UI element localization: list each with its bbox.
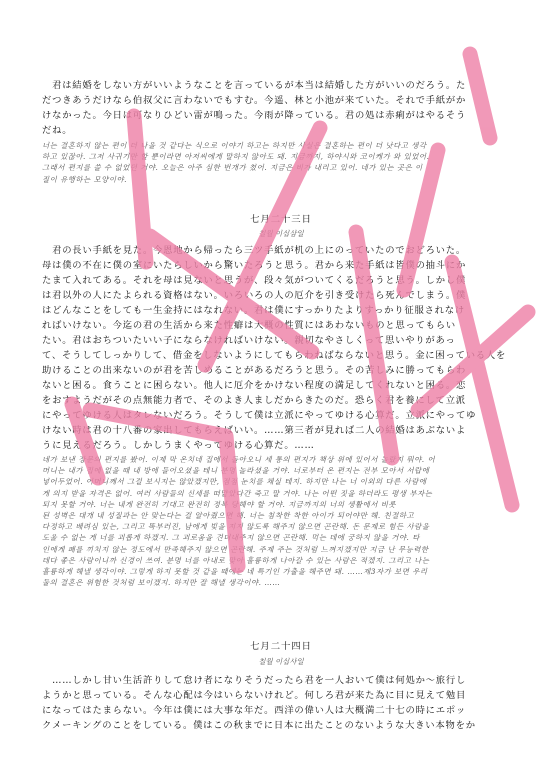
translation-line: 되지 못할 거야. 너는 내게 완전히 기대고 완전히 정복 당해야 할 거야. 지금까지의 너의 생활에서 비롯 (42, 499, 397, 509)
text-line: ればいけない。今迄の君の生活から来た性癖は大概の性質にはあわないものと思ってもらい (42, 320, 456, 331)
translation-line: 머니는 내가 집에 없을 때 내 방에 들어오셨을 테니 분명 놀라셨을 거야. 너로부터 온 편지는 전부 모아서 서랍에 (42, 466, 430, 476)
text-line: けなかった。今日は可なりひどい雷が鳴った。今雨が降っている。君の処は赤痢がはやるそう (42, 110, 467, 121)
text-line: 君の長い手紙を見た。今恩地から帰ったら三ツ手紙が机の上にのっていたのでおどろいた。 (42, 245, 466, 256)
text-line: 母は僕の不在に僕の室にいたらしいから驚いたろうと思う。君から来た手紙は皆僕の抽斗にか (42, 260, 467, 271)
text-line: ……しかし甘い生活許りして怠け者になりそうだったら君を一人おいて僕は何処か～旅行し (42, 675, 467, 686)
translation-line: 질이 유행하는 모양이야. (42, 174, 127, 184)
text-line: たまて入れてある。それを母は見ないと思うが、段々気がついてくるだろうと思う。しかし僕 (42, 275, 467, 286)
translation-line: 된 성벽은 대개 내 성질과는 안 맞는다는 걸 알아줬으면 해. 너는 침착한 착한 아이가 되어야만 해. 친절하고 (42, 511, 415, 521)
paragraph-japanese (42, 243, 520, 453)
translation-line: 네가 보낸 장문의 편지를 봤어. 이제 막 온치네 집에서 돌아오니 세 통의 편지가 책상 위에 있어서 놀랐지 뭐야. 어 (42, 455, 436, 464)
translation-line: 인에게 폐를 끼치지 않는 정도에서 만족해주지 않으면 곤란해. 주제 주는 것처럼 느껴지겠지만 지금 난 무능력한 (42, 544, 429, 554)
text-line: けない時は君の十八番の家出してもらえばいい。……第三者が見れば二人の結婚はあぶないよ (42, 425, 467, 436)
text-line: は君以外の人にたよられる資格はない。いろいろの人の厄介を引き受けたら死んでしまう。僕 (42, 290, 467, 301)
text-line: だつきあうだけなら伯叔父に言わないでもすむ。今遥、林と小池が来ていた。それで手紙がか (42, 95, 467, 106)
translation-line: 다정하고 배려심 있는, 그리고 똑부러진, 남에게 빚을 지지 않도록 해주지 않으면 곤란해. 돈 문제로 힘든 사람을 (42, 522, 430, 532)
text-line: 君は結婚をしない方がいいようなことを言っているが本当は結婚した方がいいのだろう。た (42, 80, 467, 91)
text-line: うに見えるだろう。しかしうまくやってゆける心算だ。…… (42, 440, 315, 451)
text-line: クメーキングのことをしている。僕はこの秋までに日本に出たことのないような大きい本物をか (42, 720, 476, 731)
text-line: ないと困る。食うことに困らない。他人に厄介をかけない程度の満足してくれないと困る。恋 (42, 380, 467, 391)
text-line: ようかと思っている。そんな心配は今はいらないけれど。何しろ君が来た為に目に見えて勉目 (42, 690, 467, 701)
text-line: になってはたまらない。今年は僕には大事な年だ。西洋の偉い人は大概満二十七の時にエポッ (42, 705, 467, 716)
translation-line: 너는 결혼하지 않는 편이 더 나을 것 같다는 식으로 이야기 하고는 하지만 사실은 결혼하는 편이 더 낫다고 생각 (42, 141, 427, 150)
paragraph-japanese (42, 673, 520, 733)
date-subheading: 칠월 이십삼일 (258, 229, 304, 238)
translation-line: 게 의지 받을 자격은 없어. 여러 사람들의 신세를 떠맡았다간 죽고 말 거야. 나는 어떤 짓을 하더라도 평생 부자는 (42, 488, 433, 498)
text-line: たい。君はおちついたいい子にならなければいけない。親切なやさしくって思いやりがあっ (42, 335, 456, 346)
date-subheading: 칠월 이십사일 (258, 657, 304, 666)
translation-line: 훌륭하게 해낼 생각이야. 그렇게 하지 못할 것 같을 때에는 네 특기인 가출을 해주면 돼. ……제3자가 보면 우리 (42, 567, 428, 577)
text-line: て、そうしてしっかりして、借金をしないようにしてもらわねばならないと思う。金に困っている人を (42, 350, 507, 361)
section-3 (42, 638, 520, 733)
translation-line: 도울 수 없는 게 너를 괴롭게 하겠지. 그 괴로움을 견뎌내주지 않으면 곤란해. 먹는 데에 궁하지 않을 거야. 타 (42, 533, 420, 543)
paragraph-korean (42, 140, 520, 185)
section-1 (42, 78, 520, 185)
text-line: 助けることの出来ないのが君を苦しめることがあるだろうと思う。その苦しみに勝ってもらわ (42, 365, 467, 376)
translation-line: 데다 좋은 사람이니까 신경이 쓰여. 분명 너를 아내로 맞아 훌륭하게 나아갈 수 있는 사람은 적겠지. 그리고 나는 (42, 555, 430, 565)
text-line: をおすようだがその点無能力者で、そのよき人ましだからきたのだ。恐らく君を養にして立派 (42, 395, 466, 406)
paragraph-japanese (42, 78, 520, 138)
section-2 (42, 211, 520, 588)
translation-line: 하고 있잖아. 그저 사귀기만 할 뿐이라면 아저씨에게 말하지 않아도 돼. 지금까지, 하야시와 코이케가 와 있었어. (42, 152, 430, 162)
paragraph-korean (42, 454, 520, 588)
text-line: はどんなことをしても一生金持にはなれない。君は僕にすっかりたよりすっかり征服されなけ (42, 305, 465, 316)
text-line: だね。 (42, 125, 73, 136)
date-heading: 七月二十四日 (250, 641, 312, 652)
date-heading: 七月二十三日 (250, 214, 312, 225)
text-line: にやってゆける人はタレないだろう。そうして僕は立派にやってゆける心算だ。立派にやってゆ (42, 410, 477, 421)
translation-line: 둘의 결혼은 위험한 것처럼 보이겠지. 하지만 잘 해낼 생각이야. …… (42, 578, 281, 588)
translation-line: 넣어두었어. 어머니께서 그걸 보시지는 않았겠지만, 점점 눈치를 채실 테지. 하지만 나는 너 이외의 다른 사람에 (42, 477, 427, 487)
translation-line: 그래서 편지를 쓸 수 없었던 거야. 오늘은 아주 심한 번개가 쳤어. 지금은 비가 내리고 있어. 네가 있는 곳은 이 (42, 163, 423, 173)
